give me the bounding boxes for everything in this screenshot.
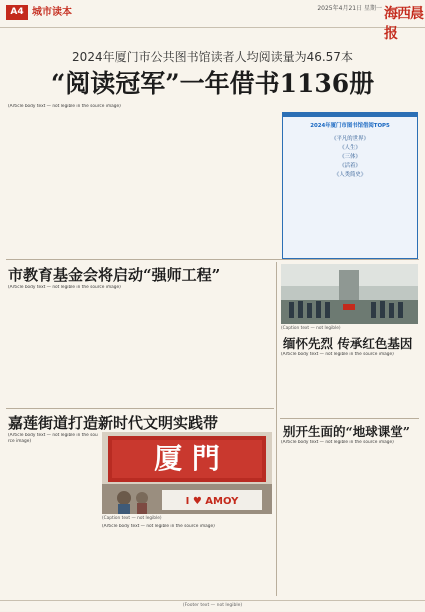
story2-body: (Article body text — not legible in the source image): [8, 285, 121, 290]
divider: [6, 408, 274, 409]
dateline: 2025年4月21日 星期一: [317, 5, 382, 12]
ranking-title: 2024年厦门市图书馆借阅TOP5: [310, 123, 390, 129]
lead-kicker: 2024年厦门市公共图书馆读者人均阅读量为46.57本: [72, 50, 353, 64]
divider: [280, 418, 419, 419]
section-name: 城市读本: [32, 7, 72, 18]
story4-photo-caption: (Caption text — not legible): [281, 326, 341, 331]
story3-photo: [102, 432, 272, 514]
page-footer: (Footer text — not legible): [0, 600, 425, 612]
story3-body: (Article body text — not legible in the source image): [8, 433, 98, 445]
story5-headline: 别开生面的“地球课堂”: [283, 424, 410, 439]
story2-headline: 市教育基金会将启动“强师工程”: [8, 266, 221, 284]
story4-photo: [281, 264, 418, 324]
masthead-logo: 海西晨报: [384, 6, 423, 42]
story4-body: (Article body text — not legible in the source image): [281, 352, 394, 357]
ranking-item: 《平凡的世界》: [331, 136, 369, 142]
story4-headline: 缅怀先烈 传承红色基因: [283, 336, 413, 351]
ranking-item: 《人生》: [339, 145, 361, 151]
storefront-illustration: [102, 432, 272, 514]
story5-body: (Article body text — not legible in the source image): [281, 440, 394, 445]
ranking-item: 《人类简史》: [333, 172, 367, 178]
story3-body-cont: (Article body text — not legible in the source image): [102, 524, 215, 529]
ranking-item: 《活着》: [339, 163, 361, 169]
photo-slogan-text: I ♥ AMOY: [185, 496, 239, 507]
lead-body: (Article body text — not legible in the source image): [8, 104, 121, 109]
ranking-accent-bar: [283, 113, 417, 117]
story3-headline: 嘉莲街道打造新时代文明实践带: [8, 414, 219, 432]
photo-sign-text: 厦 門: [154, 442, 220, 475]
memorial-illustration: [281, 264, 418, 324]
lead-headline: “阅读冠军”一年借书1136册: [50, 69, 375, 98]
masthead-bar: [0, 0, 425, 42]
story3-photo-caption: (Caption text — not legible): [102, 516, 162, 521]
ranking-box: [282, 112, 418, 259]
column-divider: [276, 262, 277, 596]
ranking-item: 《三体》: [339, 154, 361, 160]
page-number: A4: [6, 5, 28, 20]
divider: [6, 259, 419, 260]
